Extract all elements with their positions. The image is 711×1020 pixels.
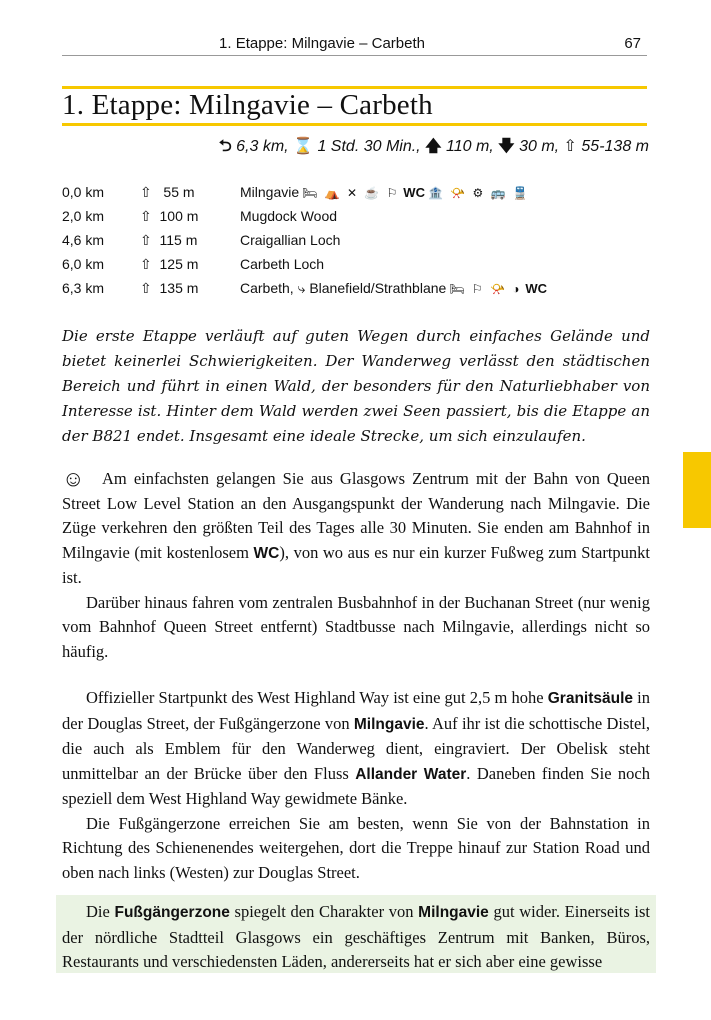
km-cell: 6,0 km	[62, 256, 105, 272]
info-box-text	[62, 900, 650, 975]
altitude-value: 125 m	[159, 255, 199, 272]
descent-value: 30 m,	[519, 138, 560, 155]
keyword: Allander Water	[355, 765, 467, 783]
place-cell	[240, 276, 547, 300]
table-row	[62, 252, 547, 276]
place-cell	[240, 180, 547, 204]
text-run: . Daneben finden Sie noch speziell dem West Highland Way gewidmete Bänke.	[62, 763, 650, 808]
place-cell: Mugdock Wood	[240, 208, 338, 224]
text-run: Am einfachsten gelangen Sie aus Glasgows Zentrum mit der Bahn von Queen Street Low Level Station an den Ausgangspunkt der Wanderung nach Milngavie. Die Züge verkehren den größten Teil des Tages alle 30 Minuten. Sie enden am Bahnhof in Milngavie (mit kostenlosem	[62, 469, 650, 562]
facility-icons-2: 🏦 📯 ⚙ 🚌 🚆	[427, 186, 530, 200]
table-row	[62, 276, 547, 300]
page-number: 67	[624, 35, 641, 52]
place-name: Milngavie	[240, 184, 300, 200]
altitude-range: 55-138 m	[581, 138, 649, 155]
ascent-value: 110 m,	[445, 138, 494, 155]
altitude-cell	[140, 180, 240, 204]
header-rule	[62, 55, 647, 56]
km-cell: 0,0 km	[62, 184, 105, 200]
time-value: 1 Std. 30 Min.,	[317, 138, 421, 155]
text-run: Die	[86, 902, 115, 921]
wc-label: WC	[253, 544, 280, 562]
altitude-cell	[140, 252, 240, 276]
km-cell: 6,3 km	[62, 280, 105, 296]
table-row	[62, 228, 547, 252]
arrow-up-icon: 🡅	[425, 138, 442, 155]
paragraph-startpoint	[62, 686, 650, 812]
stage-summary	[219, 135, 649, 162]
outline-arrow-up-icon: ⇧	[140, 279, 160, 296]
keyword: Milngavie	[353, 715, 425, 733]
altitude-cell	[140, 228, 240, 252]
body-section-1	[62, 467, 650, 664]
text-run: ), von wo aus es nur ein kurzer Fußweg zum Startpunkt ist.	[62, 542, 651, 587]
outline-arrow-up-icon: ⇧	[140, 207, 160, 224]
running-title: 1. Etappe: Milngavie – Carbeth	[219, 35, 425, 52]
altitude-value: 100 m	[159, 207, 199, 224]
altitude-cell	[140, 204, 240, 228]
place-name: Carbeth, ⤷ Blanefield/Strathblane	[240, 279, 447, 296]
table-row	[62, 204, 547, 228]
hourglass-icon: ⌛	[293, 138, 313, 155]
altitude-value: 135 m	[159, 279, 199, 296]
keyword: Fußgängerzone	[114, 904, 230, 921]
outline-arrow-up-icon: ⇧	[563, 138, 577, 155]
keyword: Granitsäule	[547, 690, 634, 707]
text-run: . Auf ihr ist die schottische Distel, die auch als Emblem für den Wanderweg dient, eingraviert. Der Obelisk steht unmittelbar an der Brücke über den Fluss	[62, 713, 650, 783]
title-bottom-rule	[62, 123, 647, 126]
stage-title: 1. Etappe: Milngavie – Carbeth	[62, 89, 433, 121]
altitude-value: 55 m	[163, 183, 195, 200]
smiley-icon: ☺	[62, 466, 85, 491]
facility-icons: 🛏 ⚐ 📯 ◑	[449, 281, 522, 296]
text-run: spiegelt den Charakter von	[229, 902, 419, 921]
paragraph-transport	[62, 467, 650, 591]
loop-arrow-icon: ⮌	[218, 138, 232, 155]
keyword: Milngavie	[418, 904, 489, 921]
table-row	[62, 180, 547, 204]
km-cell: 4,6 km	[62, 232, 105, 248]
body-section-2	[62, 686, 650, 885]
paragraph-directions: Die Fußgängerzone erreichen Sie am besten, wenn Sie von der Bahnstation in Richtung des Schienenendes weitergehen, dort die Treppe hinauf zur Station Road und oben nach links (Westen) zur Douglas Street.	[62, 813, 650, 882]
chapter-tab	[683, 452, 711, 528]
arrow-down-icon: 🡇	[498, 138, 515, 155]
outline-arrow-up-icon: ⇧	[140, 183, 164, 200]
place-cell: Carbeth Loch	[240, 256, 325, 272]
text-run: Offizieller Startpunkt des West Highland Way ist eine gut 2,5 m hohe	[86, 688, 548, 707]
outline-arrow-up-icon: ⇧	[140, 231, 160, 248]
place-cell: Craigallian Loch	[240, 232, 341, 248]
wc-icon: WC	[403, 185, 425, 200]
intro-paragraph: Die erste Etappe verläuft auf guten Wegen durch einfaches Gelände und bietet keinerlei Schwierigkeiten. Der Wanderweg verlässt den städtischen Bereich und führt in einen Wald, der besonders für den Naturliebhaber von Interesse ist. Hinter dem Wald werden zwei Seen passiert, bis die Etappe an der B821 endet. Insgesamt eine ideale Strecke, um sich einzulaufen.	[62, 327, 650, 445]
wc-icon: WC	[525, 280, 548, 296]
distance-value: 6,3 km,	[236, 138, 289, 155]
text-run: in der Douglas Street, der Fußgängerzone von	[62, 688, 650, 733]
stage-table	[62, 180, 547, 300]
altitude-value: 115 m	[159, 231, 198, 248]
paragraph-bus: Darüber hinaus fahren vom zentralen Busbahnhof in der Buchanan Street (nur wenig vom Bahnhof Queen Street entfernt) Stadtbusse nach Milngavie, allerdings nicht so häufig.	[62, 592, 650, 661]
altitude-cell	[140, 276, 240, 300]
facility-icons: 🛏 ⛺ ✕ ☕ ⚐	[302, 186, 400, 200]
text-run: gut wider. Einerseits ist der nördliche Stadtteil Glasgows ein geschäftiges Zentrum mit Banken, Büros, Restaurants und verschiedensten Läden, andererseits hat er sich aber eine gewisse	[62, 902, 650, 971]
outline-arrow-up-icon: ⇧	[140, 255, 160, 272]
km-cell: 2,0 km	[62, 208, 105, 224]
paragraph-pedestrian-zone	[62, 900, 650, 975]
